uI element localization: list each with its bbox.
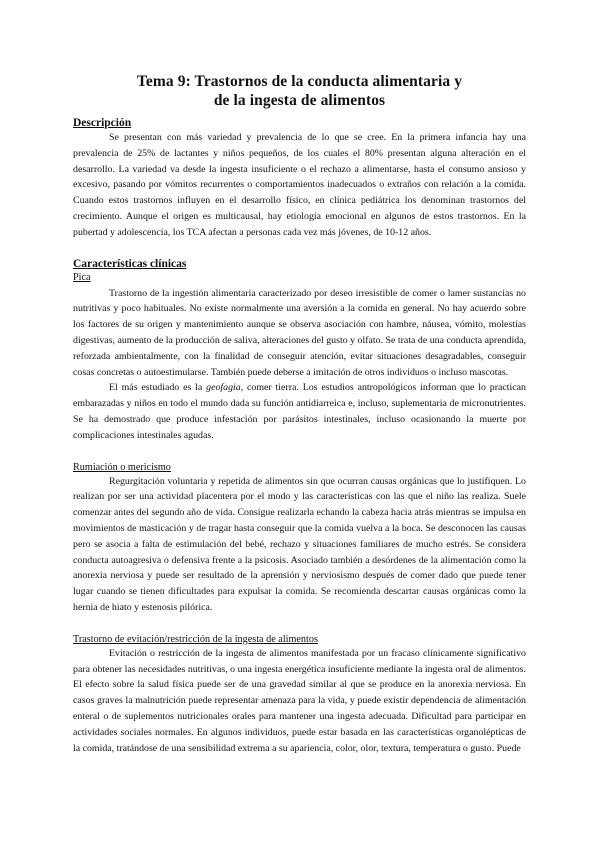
spacer [73,444,526,461]
paragraph-pica-2 [73,380,526,443]
title-line-2: de la ingesta de alimentos [213,92,386,109]
subheading-rumiacion: Rumiación o mericismo [73,461,171,473]
spacer [73,616,526,633]
title-line-1: Tema 9: Trastornos de la conducta alimentaria y [136,73,463,90]
paragraph-descripcion: Se presentan con más variedad y prevalencia de lo que se cree. En la primera infancia hay una prevalencia de 25% de lactantes y niños pequeños, de los cuales el 80% presentan alguna alteración en el desarrollo. La variedad va desde la ingesta insuficiente o el rechazo a alimentarse, hasta el consumo ansioso y excesivo, pasando por vómitos recurrentes o comportamientos inadecuados o extraños con relación a la comida. Cuando estos trastornos influyen en el desarrollo físico, en clínica pediátrica los denominan trastornos del crecimiento. Aunque el origen es multicausal, hay etiología emocional en algunos de estos trastornos. En la pubertad y adolescencia, los TCA afectan a personas cada vez más jóvenes, de 10-12 años. [73,132,526,238]
pica-2-text-a: El más estudiado es la [109,382,207,394]
document-title [73,72,526,110]
paragraph-rumiacion: Regurgitación voluntaria y repetida de alimentos sin que ocurran causas orgánicas que lo justifiquen. Lo realizan por ser una actividad placentera por el modo y las características con las que el niño las realiza. Suele comenzar antes del segundo año de vida. Consigue realizarla echando la cabeza hacia atrás mientras se impulsa en movimientos de masticación y de tragar hasta conseguir que la comida vuelva a la boca. Se desconocen las causas pero se asocia a falta de estimulación del bebé, rechazo y situaciones familiares de mucho estrés. Se considera conducta autoagresiva o defensiva frente a la psicosis. Asociado también a desórdenes de la alimentación como la anorexia nerviosa y puede ser resultado de la aprensión y nerviosismo después de comer dado que puede tener lugar cuando se tienen dificultades para expulsar la comida. Se recomienda descartar causas orgánicas como la hernia de hiato y estenosis pilórica. [73,475,526,613]
pica-2-text-b: , comer tierra. Los estudios antropológicos informan que lo practican embarazadas y niños en todo el mundo dada su función antidiarreica e, incluso, suplementaria de micronutrientes. Se ha demostrado que produce infestación por parásitos intestinales, incluso ocasionando la muerte por complicaciones intestinales agudas. [73,382,526,441]
subheading-evitacion: Trastorno de evitación/restricción de la ingesta de alimentos [73,633,318,645]
paragraph-pica-1: Trastorno de la ingestión alimentaria caracterizado por deseo irresistible de comer o lamer sustancias no nutritivas y poco habituales. No existe normalmente una aversión a la comida en general. No hay acuerdo sobre los factores de su origen y mantenimiento aunque se observa asociación con hambre, náusea, vómito, molestias digestivas, aumento de la producción de saliva, alteraciones del gusto y olfato. Se trata de una conducta aprendida, reforzada ambientalmente, con la finalidad de conseguir atención, evitar situaciones desagradables, conseguir cosas concretas o autoestimularse. También puede deberse a imitación de otros individuos o incluso mascotas. [73,287,526,378]
heading-descripcion: Descripción [73,117,132,129]
geofagia-term: geofagia [206,382,241,394]
spacer [73,241,526,257]
heading-caracteristicas: Características clínicas [73,257,187,270]
subheading-pica: Pica [73,271,91,283]
paragraph-evitacion: Evitación o restricción de la ingesta de alimentos manifestada por un fracaso clínicamente significativo para obtener las necesidades nutritivas, o una ingesta energética insuficiente mediante la ingesta oral de alimentos. El efecto sobre la salud física puede ser de una gravedad similar al que se produce en la anorexia nerviosa. En casos graves la malnutrición puede representar amenaza para la vida, y puede existir dependencia de alimentación enteral o de suplementos nutricionales orales para mantener una ingesta adecuada. Dificultad para participar en actividades sociales normales. En algunos individuos, puede estar basada en las características organolépticas de la comida, tratándose de una sensibilidad extrema a su apariencia, color, olor, textura, temperatura o gusto. Puede [73,647,526,754]
